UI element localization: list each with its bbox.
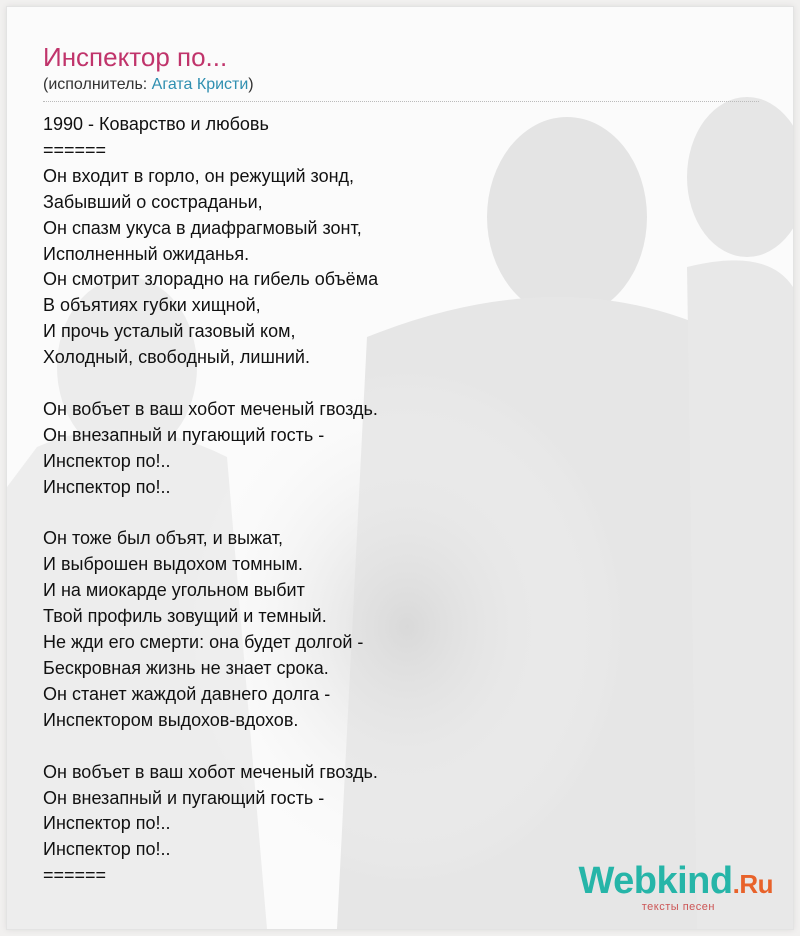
lyric-line: Не жди его смерти: она будет долгой - — [43, 632, 364, 653]
lyrics-card — [6, 6, 794, 930]
lyric-line: Инспектор по!.. — [43, 450, 171, 471]
artist-prefix: (исполнитель: — [43, 76, 152, 93]
lyric-line: И на миокарде угольном выбит — [43, 580, 305, 601]
lyric-line: Он вобъет в ваш хобот меченый гвоздь. — [43, 398, 378, 419]
lyric-line: Бескровная жизнь не знает срока. — [43, 658, 329, 678]
lyric-line: Он спазм укуса в диафрагмовый зонт, — [43, 217, 362, 238]
artist-line — [43, 75, 763, 95]
lyric-line — [43, 501, 763, 527]
lyric-line: Он тоже был объят, и выжат, — [43, 528, 284, 549]
lyric-line: Он смотрит злорадно на гибель объёма — [43, 269, 379, 290]
lyric-line: Он внезапный и пугающий гость - — [43, 787, 325, 808]
lyric-line: И прочь усталый газовый ком, — [43, 321, 296, 342]
lyric-line: Он вобъет в ваш хобот меченый гвоздь. — [43, 761, 378, 782]
lyric-line: И выброшен выдохом томным. — [43, 554, 303, 575]
lyric-line: Исполненный ожиданья. — [43, 243, 250, 264]
lyric-line: ====== — [43, 865, 107, 886]
artist-suffix: ) — [248, 76, 254, 93]
artist-link[interactable]: Агата Кристи — [151, 76, 249, 93]
lyric-line: Он станет жаждой давнего долга - — [43, 683, 331, 704]
song-title: Инспектор по... — [43, 42, 228, 72]
lyric-line: Инспектором выдохов-вдохов. — [43, 709, 299, 730]
lyric-line: В объятиях губки хищной, — [43, 295, 261, 316]
logo-main-text: Webkind — [578, 860, 733, 902]
lyric-line: ====== — [43, 139, 107, 160]
song-content — [43, 41, 763, 889]
lyric-line: Забывший о состраданьи, — [43, 191, 263, 212]
lyric-line: Холодный, свободный, лишний. — [43, 347, 310, 368]
webkind-logo[interactable] — [578, 862, 773, 913]
dotted-divider — [43, 101, 759, 102]
lyric-line: Твой профиль зовущий и темный. — [43, 606, 327, 627]
lyric-line: Он входит в горло, он режущий зонд, — [43, 165, 355, 186]
lyric-line — [43, 371, 763, 397]
lyric-line: Инспектор по!.. — [43, 476, 171, 497]
lyrics-text — [43, 112, 763, 889]
lyric-line — [43, 734, 763, 760]
lyric-line: 1990 - Коварство и любовь — [43, 114, 269, 134]
lyric-line: Инспектор по!.. — [43, 839, 171, 860]
logo-tagline: тексты песен — [641, 901, 715, 913]
lyric-line: Он внезапный и пугающий гость - — [43, 424, 325, 445]
lyric-line: Инспектор по!.. — [43, 813, 171, 834]
logo-tld: .Ru — [732, 869, 773, 899]
